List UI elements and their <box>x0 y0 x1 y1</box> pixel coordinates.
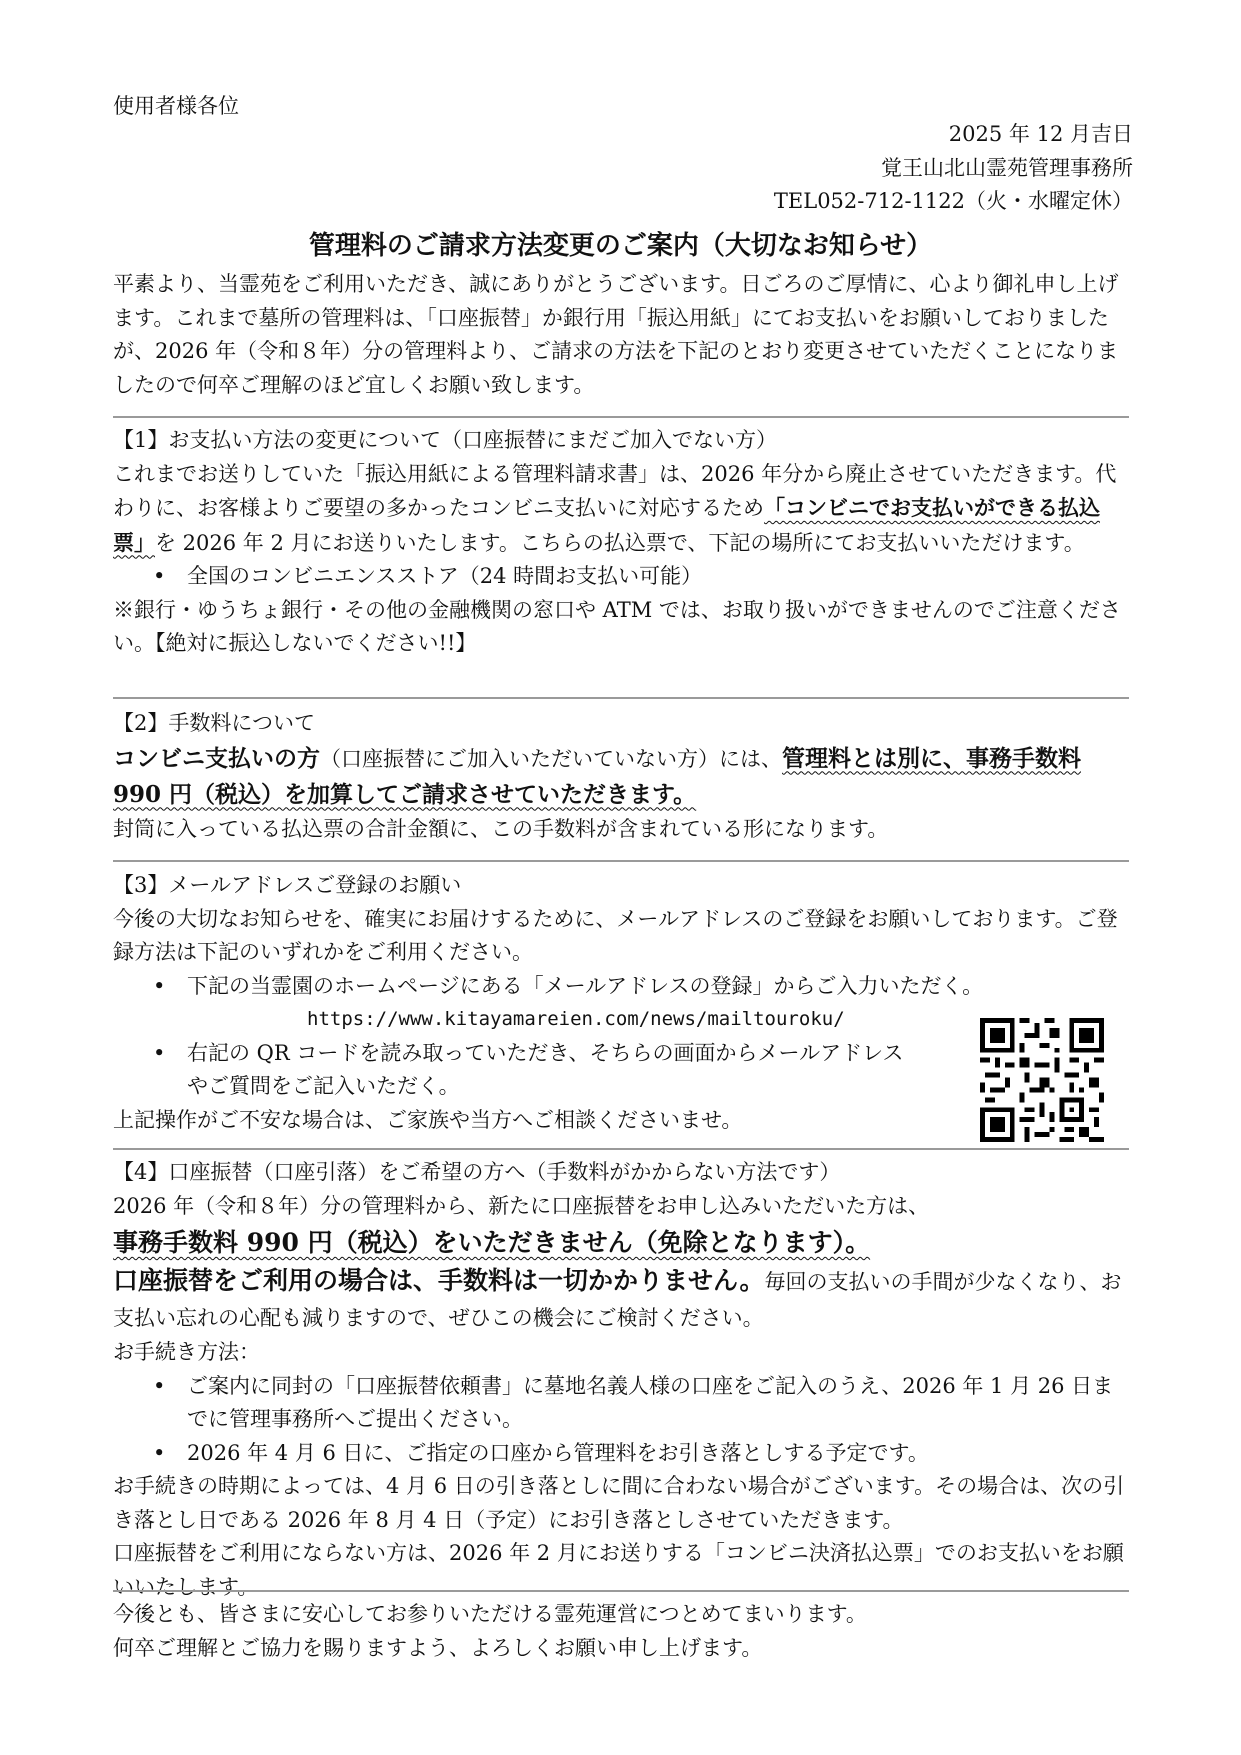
list-item-text: 下記の当霊園のホームページにある「メールアドレスの登録」からご入力いただく。 <box>187 973 984 998</box>
fee-exemption-notice: 事務手数料 990 円（税込）をいただきません（免除となります）。 <box>113 1228 871 1257</box>
list-item <box>113 1370 1129 1437</box>
divider-3 <box>113 860 1129 862</box>
section-4-paragraph-4: 口座振替をご利用にならない方は、2026 年 2 月にお送りする「コンビニ決済払込票」でのお支払いをお願いいたします。 <box>113 1541 1124 1599</box>
bullet-icon: • <box>153 564 166 588</box>
no-fee-emphasis: 口座振替をご利用の場合は、手数料は一切かかりません。 <box>113 1266 765 1295</box>
closing-section <box>113 1598 1129 1665</box>
section-4-heading: 【4】口座振替（口座引落）をご希望の方へ（手数料がかからない方法です） <box>113 1160 841 1184</box>
section-1 <box>113 424 1129 661</box>
bullet-icon: • <box>153 973 166 998</box>
divider-2 <box>113 697 1129 699</box>
office-name: 覚王山北山霊苑管理事務所 <box>881 155 1133 180</box>
section-2-heading: 【2】手数料について <box>113 711 315 735</box>
section-1-paragraph <box>113 458 1129 561</box>
section-4 <box>113 1156 1129 1604</box>
list-item-text: 2026 年 4 月 6 日に、ご指定の口座から管理料をお引き落としする予定です。 <box>187 1440 929 1465</box>
section-4-paragraph-1: 2026 年（令和８年）分の管理料から、新たに口座振替をお申し込みいただいた方は、 <box>113 1193 930 1218</box>
list-item <box>113 970 1129 1037</box>
section-2-note: 封筒に入っている払込票の合計金額に、この手数料が含まれている形になります。 <box>113 816 889 841</box>
section-3-note: 上記操作がご不安な場合は、ご家族や当方へご相談くださいませ。 <box>113 1107 743 1132</box>
section-4-text: 毎回の支払いの手間が少なくなり、お支払い忘れの心配も減りますので、ぜひこの機会にご検討ください。 <box>113 1270 1122 1330</box>
section-2-text: （口座振替にご加入いただいていない方）には、 <box>320 746 782 771</box>
office-tel: TEL052-712-1122（火・水曜定休） <box>773 189 1133 213</box>
bullet-icon: • <box>153 1373 166 1398</box>
list-item <box>113 560 1129 594</box>
homepage-link[interactable]: https://www.kitayamareien.com/news/mailtouroku/ <box>307 1008 845 1030</box>
section-4-list <box>113 1370 1129 1471</box>
section-3-heading: 【3】メールアドレスご登録のお願い <box>113 873 462 897</box>
divider-1 <box>113 416 1129 418</box>
bullet-icon: • <box>153 1440 166 1465</box>
section-1-text-a: これまでお送りしていた「振込用紙による管理料請求書」は、2026 年分から廃止させていただきます。代わりに、お客様よりご要望の多かったコンビニ支払いに対応するため <box>113 461 1117 520</box>
list-item <box>113 1437 1129 1471</box>
list-item <box>113 1037 917 1104</box>
divider-5 <box>113 1590 1129 1592</box>
section-1-text-b: を 2026 年 2 月にお送りいたします。こちらの払込票で、下記の場所にてお支払いいただけます。 <box>155 530 1085 555</box>
intro-paragraph: 平素より、当霊苑をご利用いただき、誠にありがとうございます。日ごろのご厚情に、心より御礼申し上げます。これまで墓所の管理料は、「口座振替」か銀行用「振込用紙」にてお支払いをお願いしておりましたが、2026 年（令和８年）分の管理料より、ご請求の方法を下記のとおり変更させていただくことになりましたので何卒ご理解のほど宜しくお願い致します。 <box>113 272 1119 397</box>
issue-date: 2025 年 12 月吉日 <box>948 122 1133 146</box>
list-item-text: 全国のコンビニエンスストア（24 時間お支払い可能） <box>187 564 703 588</box>
procedure-label: お手続き方法： <box>113 1340 260 1364</box>
intro-section <box>113 268 1129 402</box>
addressee: 使用者様各位 <box>113 94 239 118</box>
section-4-paragraph-2 <box>113 1263 1129 1336</box>
bullet-icon: • <box>153 1040 166 1065</box>
section-1-note: ※銀行・ゆうちょ銀行・その他の金融機関の窓口や ATM では、お取り扱いができませんのでご注意ください。【絶対に振込しないでください!!】 <box>113 597 1121 655</box>
section-1-heading: 【1】お支払い方法の変更について（口座振替にまだご加入でない方） <box>113 428 777 452</box>
sender-block <box>633 118 1133 219</box>
section-1-emphasis: 「コンビニでお支払いができる払込票」 <box>113 495 1100 555</box>
section-1-list <box>113 560 1129 594</box>
divider-4 <box>113 1148 1129 1150</box>
section-2-emphasis-a: コンビニ支払いの方 <box>113 744 320 772</box>
section-2-emphasis-b: 管理料とは別に、事務手数料 990 円（税込）を加算してご請求させていただきます。 <box>113 744 1081 808</box>
section-2-paragraph <box>113 741 1129 813</box>
list-item-text: 右記の QR コードを読み取っていただき、そちらの画面からメールアドレスやご質問をご記入いただく。 <box>187 1040 904 1098</box>
section-3-list <box>113 970 1129 1104</box>
list-item-text: ご案内に同封の「口座振替依頼書」に墓地名義人様の口座をご記入のうえ、2026 年 1 月 26 日までに管理事務所へご提出ください。 <box>187 1373 1114 1431</box>
section-3 <box>113 869 1129 1137</box>
section-2 <box>113 707 1129 846</box>
closing-line-1: 今後とも、皆さまに安心してお参りいただける霊苑運営につとめてまいります。 <box>113 1602 867 1626</box>
section-3-paragraph: 今後の大切なお知らせを、確実にお届けするために、メールアドレスのご登録をお願いしております。ご登録方法は下記のいずれかをご利用ください。 <box>113 906 1118 964</box>
closing-line-2: 何卒ご理解とご協力を賜りますよう、よろしくお願い申し上げます。 <box>113 1635 763 1660</box>
document-title: 管理料のご請求方法変更のご案内（大切なお知らせ） <box>308 231 933 261</box>
section-4-paragraph-3: お手続きの時期によっては、4 月 6 日の引き落としに間に合わない場合がございます。その場合は、次の引き落とし日である 2026 年 8 月 4 日（予定）にお引き落としさせていただきます。 <box>113 1474 1125 1532</box>
qr-code-icon[interactable] <box>980 1018 1104 1142</box>
